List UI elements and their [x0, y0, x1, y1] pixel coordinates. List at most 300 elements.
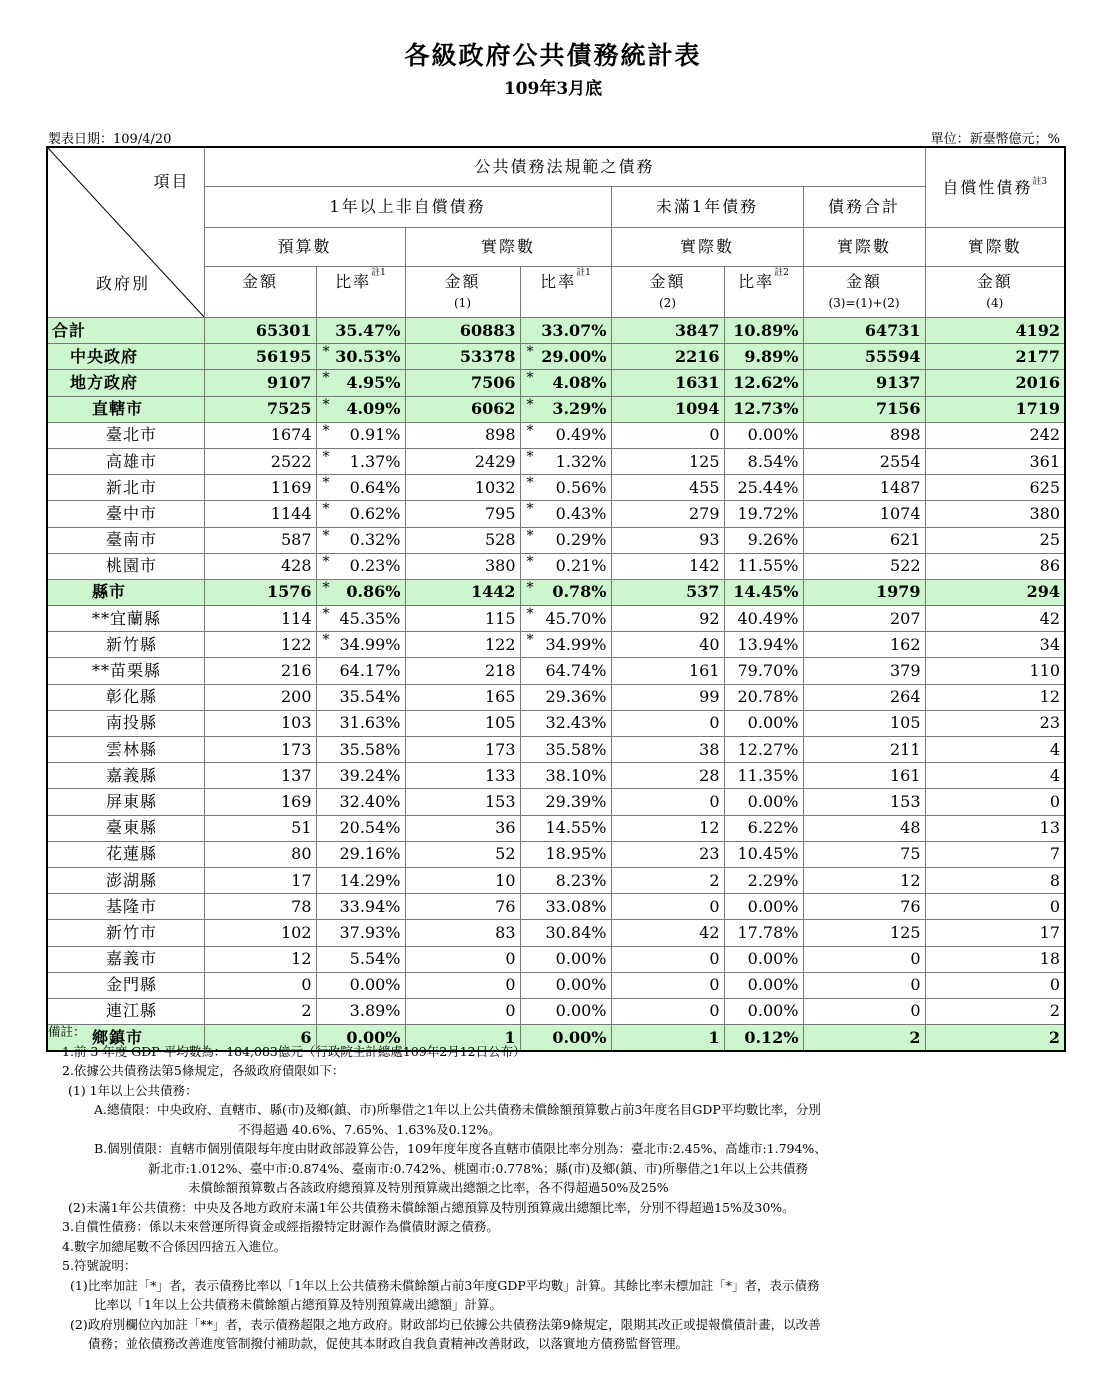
- self-amount-cell-value: 7: [1049, 844, 1061, 864]
- short-amount-cell-value: 23: [699, 844, 720, 864]
- table-row: [47, 579, 1065, 605]
- short-rate-cell-value: 20.78%: [737, 687, 799, 707]
- actual-rate-cell-value: 38.10%: [545, 765, 607, 785]
- actual-amount-cell: [405, 527, 520, 553]
- budget-amount-cell: [204, 710, 316, 736]
- total-amount-cell-value: 0: [910, 949, 921, 969]
- actual-rate-cell: [520, 370, 611, 396]
- self-amount-cell: [925, 920, 1065, 946]
- total-amount-cell: [803, 658, 925, 684]
- short-rate-cell-value: 25.44%: [737, 477, 799, 497]
- short-amount-cell-value: 1: [708, 1027, 720, 1047]
- short-rate-cell: [724, 998, 803, 1024]
- gdp-basis-star: *: [526, 579, 534, 596]
- total-amount-cell: [803, 501, 925, 527]
- total-amount-cell-value: 207: [889, 608, 921, 628]
- self-amount-cell: [925, 396, 1065, 422]
- actual-amount-header: 金額 (1): [405, 267, 520, 318]
- budget-amount-cell: [204, 998, 316, 1024]
- table-row: [47, 815, 1065, 841]
- budget-rate-cell: [316, 894, 405, 920]
- budget-rate-cell: [316, 501, 405, 527]
- self-amount-cell-value: 4: [1049, 739, 1061, 759]
- actual-rate-cell-value: 3.29%: [552, 399, 607, 419]
- table-row: [47, 422, 1065, 448]
- actual-amount-cell-value: 76: [495, 896, 516, 916]
- budget-amount-cell-value: 1169: [270, 477, 312, 497]
- short-amount-cell: [611, 527, 724, 553]
- budget-amount-cell-value: 51: [291, 818, 312, 838]
- short-amount-cell: [611, 606, 724, 632]
- budget-rate-cell: [316, 344, 405, 370]
- self-liq-header: 自償性債務$^{註3}$: [925, 147, 1065, 228]
- gov-name-cell: [47, 737, 204, 763]
- budget-amount-cell-value: 587: [280, 530, 312, 550]
- gov-name-cell: [47, 318, 204, 344]
- total-amount-cell: [803, 344, 925, 370]
- short-rate-cell: [724, 894, 803, 920]
- budget-amount-cell: [204, 815, 316, 841]
- short-rate-cell: [724, 632, 803, 658]
- total-amount-cell-value: 55594: [864, 346, 921, 366]
- actual-amount-cell-value: 218: [484, 661, 516, 681]
- budget-rate-cell-value: 39.24%: [339, 765, 401, 785]
- total-amount-cell-value: 0: [910, 975, 921, 995]
- budget-amount-cell-value: 169: [280, 791, 312, 811]
- short-rate-cell-value: 40.49%: [737, 608, 799, 628]
- short-amount-cell-value: 28: [699, 765, 720, 785]
- short-amount-cell-value: 142: [688, 556, 720, 576]
- actual-rate-cell-value: 32.43%: [545, 713, 607, 733]
- actual-rate-cell: [520, 998, 611, 1024]
- short-amount-cell-value: 0: [709, 425, 720, 445]
- actual-rate-cell-value: 64.74%: [545, 661, 607, 681]
- unit-label: 單位：新臺幣億元；%: [930, 132, 1060, 147]
- actual-amount-cell: [405, 972, 520, 998]
- budget-amount-cell: [204, 789, 316, 815]
- self-amount-cell-value: 4192: [1015, 320, 1061, 340]
- short-rate-cell: [724, 422, 803, 448]
- short-amount-cell-value: 3847: [674, 320, 720, 340]
- self-amount-cell-value: 18: [1039, 949, 1061, 969]
- self-amount-cell-value: 294: [1026, 582, 1061, 602]
- budget-amount-cell-value: 102: [280, 922, 312, 942]
- table-row: [47, 527, 1065, 553]
- short-amount-cell-value: 537: [686, 582, 720, 602]
- short-amount-cell-value: 0: [709, 896, 720, 916]
- gov-name-cell: [47, 658, 204, 684]
- actual-amount-cell: [405, 344, 520, 370]
- note-line: A.總債限：中央政府、直轄市、縣(市)及鄉(鎮、市)所舉借之1年以上公共債務未償餘額預算數占前3年度名目GDP平均數比率，分別: [94, 1102, 821, 1117]
- actual-rate-cell: [520, 658, 611, 684]
- actual-rate-cell: [520, 553, 611, 579]
- gdp-basis-star: *: [322, 579, 330, 596]
- budget-rate-cell-value: 5.54%: [349, 949, 401, 969]
- table-row: [47, 920, 1065, 946]
- budget-amount-cell: [204, 658, 316, 684]
- self-actual-header: 實際數: [925, 228, 1065, 267]
- table-row: [47, 370, 1065, 396]
- total-amount-cell-value: 64731: [864, 320, 921, 340]
- total-amount-cell-value: 9137: [875, 372, 921, 392]
- gov-name-cell: [47, 370, 204, 396]
- budget-amount-cell: [204, 318, 316, 344]
- actual-amount-cell: [405, 998, 520, 1024]
- self-amount-cell-value: 2016: [1015, 372, 1061, 392]
- actual-rate-cell: [520, 606, 611, 632]
- actual-amount-cell-value: 6062: [470, 399, 516, 419]
- note-line: 3.自償性債務：係以未來營運所得資金或經指撥特定財源作為償債財源之債務。: [62, 1219, 499, 1234]
- actual-rate-cell: [520, 815, 611, 841]
- gov-name-cell-value: 臺南市: [106, 530, 158, 550]
- budget-rate-cell-value: 0.32%: [349, 530, 401, 550]
- short-rate-cell: [724, 684, 803, 710]
- budget-amount-cell-value: 216: [280, 661, 312, 681]
- actual-amount-cell: [405, 475, 520, 501]
- self-amount-cell: [925, 318, 1065, 344]
- short-rate-cell: [724, 946, 803, 972]
- budget-rate-cell-value: 30.53%: [335, 346, 401, 366]
- short-amount-cell-value: 1094: [674, 399, 720, 419]
- short-amount-cell-value: 455: [688, 477, 720, 497]
- note-line: (1) 1年以上公共債務：: [68, 1082, 198, 1098]
- total-amount-cell-value: 264: [889, 687, 921, 707]
- short-amount-cell: [611, 920, 724, 946]
- note-line: (2)政府別欄位內加註「**」者，表示債務超限之地方政府。財政部均已依據公共債務法第9條規定，限期其改正或提報償債計畫，以改善: [70, 1316, 821, 1332]
- short-rate-cell-value: 6.22%: [747, 818, 799, 838]
- actual-amount-cell-value: 52: [495, 844, 516, 864]
- gdp-basis-star: *: [526, 370, 534, 387]
- gov-name-cell: [47, 684, 204, 710]
- table-row: [47, 318, 1065, 344]
- short-rate-cell-value: 79.70%: [737, 661, 799, 681]
- budget-rate-cell: [316, 789, 405, 815]
- short-amount-cell: [611, 815, 724, 841]
- gdp-basis-star: *: [322, 553, 330, 570]
- total-amount-cell: [803, 841, 925, 867]
- actual-amount-cell: [405, 448, 520, 474]
- note-line: 新北市:1.012%、臺中市:0.874%、臺南市:0.742%、桃園市:0.778%；縣(市)及鄉(鎮、市)所舉借之1年以上公共債務: [148, 1160, 808, 1176]
- gov-name-cell: [47, 579, 204, 605]
- gov-name-cell: [47, 501, 204, 527]
- gdp-basis-star: *: [322, 632, 330, 649]
- table-row: [47, 998, 1065, 1024]
- short-amount-cell: [611, 422, 724, 448]
- actual-amount-cell-value: 795: [484, 503, 516, 523]
- total-amount-cell-value: 2554: [879, 451, 921, 471]
- table-row: [47, 894, 1065, 920]
- short-amount-cell: [611, 894, 724, 920]
- gov-name-cell-value: 地方政府: [70, 372, 139, 392]
- table-row: [47, 972, 1065, 998]
- gov-name-cell-value: 中央政府: [70, 346, 139, 366]
- budget-rate-cell: [316, 658, 405, 684]
- actual-rate-cell-value: 0.78%: [552, 582, 607, 602]
- self-amount-cell: [925, 632, 1065, 658]
- table-row: [47, 396, 1065, 422]
- short-amount-cell-value: 92: [699, 608, 720, 628]
- total-amount-cell-value: 161: [889, 765, 921, 785]
- gov-name-cell-value: 雲林縣: [106, 739, 158, 759]
- budget-amount-cell-value: 0: [301, 975, 312, 995]
- gdp-basis-star: *: [322, 448, 330, 465]
- gov-name-cell-value: 屏東縣: [106, 791, 158, 811]
- actual-amount-cell: [405, 606, 520, 632]
- actual-rate-cell: [520, 920, 611, 946]
- short-amount-cell: [611, 763, 724, 789]
- actual-rate-cell: [520, 501, 611, 527]
- gdp-basis-star: *: [322, 606, 330, 623]
- actual-amount-cell-value: 0: [505, 949, 516, 969]
- budget-amount-cell: [204, 553, 316, 579]
- actual-rate-cell: [520, 841, 611, 867]
- gdp-basis-star: *: [322, 527, 330, 544]
- gdp-basis-star: *: [526, 527, 534, 544]
- actual-amount-cell-value: 105: [484, 713, 516, 733]
- short-rate-cell-value: 10.45%: [737, 844, 799, 864]
- short-actual-header: 實際數: [611, 228, 803, 267]
- short-rate-cell: [724, 710, 803, 736]
- actual-rate-cell: [520, 448, 611, 474]
- short-amount-cell-value: 12: [699, 818, 720, 838]
- actual-rate-cell-value: 0.00%: [555, 949, 607, 969]
- over1-header: 1年以上非自償債務: [204, 187, 611, 228]
- self-amount-cell-value: 17: [1039, 922, 1061, 942]
- self-amount-cell-value: 42: [1039, 608, 1061, 628]
- short-rate-cell: [724, 815, 803, 841]
- short-rate-cell-value: 19.72%: [737, 503, 799, 523]
- budget-rate-cell: [316, 448, 405, 474]
- table-row: [47, 841, 1065, 867]
- short-amount-cell-value: 1631: [674, 372, 720, 392]
- short-amount-cell: [611, 501, 724, 527]
- gov-name-cell: [47, 632, 204, 658]
- actual-amount-cell-value: 1442: [470, 582, 516, 602]
- self-amount-cell: [925, 894, 1065, 920]
- total-amount-cell: [803, 920, 925, 946]
- actual-amount-cell-value: 115: [484, 608, 516, 628]
- actual-rate-cell-value: 30.84%: [545, 922, 607, 942]
- budget-rate-cell: [316, 422, 405, 448]
- total-amount-cell: [803, 396, 925, 422]
- short-amount-cell: [611, 737, 724, 763]
- gdp-basis-star: *: [526, 632, 534, 649]
- actual-amount-cell: [405, 396, 520, 422]
- gov-name-cell-value: 高雄市: [106, 451, 158, 471]
- gdp-basis-star: *: [526, 501, 534, 518]
- note-line: 1.前 3 年度 GDP 平均數為：184,083億元（行政院主計總處109年2月12日公布）: [62, 1043, 526, 1059]
- budget-amount-cell-value: 122: [280, 634, 312, 654]
- gov-name-cell-value: 合計: [52, 320, 87, 340]
- gov-name-cell-value: 彰化縣: [106, 687, 158, 707]
- short-amount-cell: [611, 998, 724, 1024]
- short-rate-cell-value: 12.27%: [737, 739, 799, 759]
- table-row: [47, 946, 1065, 972]
- self-amount-cell: [925, 998, 1065, 1024]
- actual-amount-cell: [405, 841, 520, 867]
- total-amount-cell: [803, 318, 925, 344]
- total-amount-cell: [803, 370, 925, 396]
- actual-rate-cell-value: 0.56%: [555, 477, 607, 497]
- corner-header: [47, 147, 204, 318]
- budget-amount-cell-value: 6: [300, 1027, 312, 1047]
- total-amount-cell-value: 12: [900, 870, 921, 890]
- actual-amount-cell-value: 53378: [459, 346, 516, 366]
- actual-rate-cell: [520, 579, 611, 605]
- page-title: 各級政府公共債務統計表: [404, 41, 702, 70]
- gov-name-cell: [47, 527, 204, 553]
- self-amount-cell: [925, 841, 1065, 867]
- actual-amount-cell: [405, 946, 520, 972]
- total-amount-cell: [803, 894, 925, 920]
- actual-amount-cell-value: 133: [484, 765, 516, 785]
- self-amount-cell: [925, 527, 1065, 553]
- actual-rate-cell-value: 0.00%: [555, 1001, 607, 1021]
- item-label: 項目: [153, 172, 190, 191]
- gov-name-cell: [47, 422, 204, 448]
- budget-amount-cell-value: 2: [301, 1001, 312, 1021]
- actual-rate-cell: [520, 344, 611, 370]
- gov-name-cell: [47, 972, 204, 998]
- self-amount-cell-value: 8: [1049, 870, 1061, 890]
- total-amount-cell-value: 379: [889, 661, 921, 681]
- total-amount-cell: [803, 527, 925, 553]
- short-rate-cell-value: 2.29%: [747, 870, 799, 890]
- total-amount-cell: [803, 710, 925, 736]
- actual-rate-cell: [520, 684, 611, 710]
- budget-rate-cell-value: 35.58%: [339, 739, 401, 759]
- table-row: [47, 501, 1065, 527]
- actual-rate-cell: [520, 632, 611, 658]
- actual-amount-cell-value: 60883: [459, 320, 516, 340]
- short-amount-cell: [611, 658, 724, 684]
- short-rate-cell: [724, 867, 803, 893]
- budget-amount-cell: [204, 422, 316, 448]
- short-amount-cell-value: 93: [699, 530, 720, 550]
- short-amount-cell-value: 279: [688, 503, 720, 523]
- total-amount-cell-value: 75: [900, 844, 921, 864]
- self-amount-cell: [925, 946, 1065, 972]
- actual-amount-cell: [405, 789, 520, 815]
- budget-amount-cell-value: 80: [291, 844, 312, 864]
- gov-name-cell: [47, 396, 204, 422]
- short-rate-cell-value: 0.00%: [747, 949, 799, 969]
- table-row: [47, 553, 1065, 579]
- self-amount-cell: [925, 658, 1065, 684]
- budget-amount-cell-value: 200: [280, 687, 312, 707]
- actual-amount-cell: [405, 579, 520, 605]
- budget-rate-cell-value: 1.37%: [349, 451, 401, 471]
- actual-amount-cell-value: 2429: [474, 451, 516, 471]
- self-amount-cell-value: 2: [1049, 1001, 1061, 1021]
- short-rate-cell: [724, 318, 803, 344]
- gdp-basis-star: *: [526, 344, 534, 361]
- actual-rate-cell-value: 18.95%: [545, 844, 607, 864]
- actual-amount-cell-value: 153: [484, 791, 516, 811]
- short-amount-cell-value: 2216: [674, 346, 720, 366]
- actual-rate-cell-value: 34.99%: [545, 634, 607, 654]
- page-subtitle: 109年3月底: [503, 79, 603, 99]
- short-rate-cell-value: 11.55%: [737, 556, 799, 576]
- actual-amount-cell-value: 0: [505, 975, 516, 995]
- short-rate-cell-value: 9.26%: [747, 530, 799, 550]
- budget-rate-cell-value: 3.89%: [349, 1001, 401, 1021]
- actual-rate-cell: [520, 318, 611, 344]
- self-amount-cell-value: 4: [1049, 765, 1061, 785]
- gov-name-cell-value: 南投縣: [106, 713, 158, 733]
- actual-rate-cell-value: 4.08%: [552, 372, 607, 392]
- total-amount-cell-value: 7156: [875, 399, 921, 419]
- self-amount-cell-value: 1719: [1015, 399, 1061, 419]
- gov-name-cell: [47, 553, 204, 579]
- self-amount-cell: [925, 737, 1065, 763]
- budget-amount-cell-value: 7525: [266, 399, 312, 419]
- self-amount-cell: [925, 344, 1065, 370]
- short-amount-cell-value: 0: [709, 949, 720, 969]
- note-line: 不得超過 40.6%、7.65%、1.63%及0.12%。: [238, 1121, 501, 1137]
- gdp-basis-star: *: [526, 396, 534, 413]
- self-amount-cell-value: 34: [1039, 634, 1061, 654]
- total-amount-cell-value: 105: [889, 713, 921, 733]
- gov-name-cell: [47, 920, 204, 946]
- short-amount-cell-value: 0: [709, 975, 720, 995]
- short-rate-cell-value: 8.54%: [747, 451, 799, 471]
- note-line: (1)比率加註「*」者，表示債務比率以「1年以上公共債務未償餘額占前3年度GDP平均數」計算。其餘比率未標加註「*」者，表示債務: [70, 1277, 820, 1293]
- budget-rate-cell-value: 33.94%: [339, 896, 401, 916]
- short-rate-cell-value: 0.12%: [744, 1027, 799, 1047]
- budget-amount-cell: [204, 527, 316, 553]
- actual-rate-cell-value: 29.39%: [545, 791, 607, 811]
- short-rate-cell-value: 0.00%: [747, 975, 799, 995]
- budget-amount-cell: [204, 344, 316, 370]
- short-rate-cell: [724, 475, 803, 501]
- gdp-basis-star: *: [322, 422, 330, 439]
- note-line: 備註：: [48, 1024, 86, 1039]
- self-amount-cell: [925, 448, 1065, 474]
- short-rate-cell: [724, 920, 803, 946]
- gdp-basis-star: *: [322, 501, 330, 518]
- actual-rate-cell-value: 14.55%: [545, 818, 607, 838]
- gov-name-cell-value: 桃園市: [106, 556, 158, 576]
- budget-rate-cell-value: 29.16%: [339, 844, 401, 864]
- gov-name-cell: [47, 946, 204, 972]
- budget-rate-cell: [316, 841, 405, 867]
- gov-name-cell-value: **苗栗縣: [92, 661, 162, 681]
- gdp-basis-star: *: [322, 396, 330, 413]
- self-amount-cell-value: 25: [1039, 530, 1061, 550]
- budget-amount-cell-value: 9107: [266, 372, 312, 392]
- budget-amount-cell-value: 137: [280, 765, 312, 785]
- short-amount-cell: [611, 448, 724, 474]
- actual-rate-cell: [520, 527, 611, 553]
- short-amount-header: 金額 (2): [611, 267, 724, 318]
- self-amount-cell: [925, 710, 1065, 736]
- gov-name-cell-value: 澎湖縣: [106, 870, 158, 890]
- short-amount-cell: [611, 841, 724, 867]
- actual-rate-cell-value: 0.21%: [555, 556, 607, 576]
- budget-rate-cell-value: 45.35%: [339, 608, 401, 628]
- total-amount-cell-value: 76: [900, 896, 921, 916]
- short-amount-cell: [611, 632, 724, 658]
- self-amount-cell-value: 12: [1039, 687, 1061, 707]
- budget-rate-cell: [316, 553, 405, 579]
- note-line: 4.數字加總尾數不合係因四捨五入進位。: [62, 1238, 287, 1254]
- self-amount-cell-value: 13: [1039, 818, 1061, 838]
- budget-rate-cell: [316, 867, 405, 893]
- under1-header: 未滿1年債務: [611, 187, 803, 228]
- gdp-basis-star: *: [526, 606, 534, 623]
- debt-table: [46, 146, 1066, 1052]
